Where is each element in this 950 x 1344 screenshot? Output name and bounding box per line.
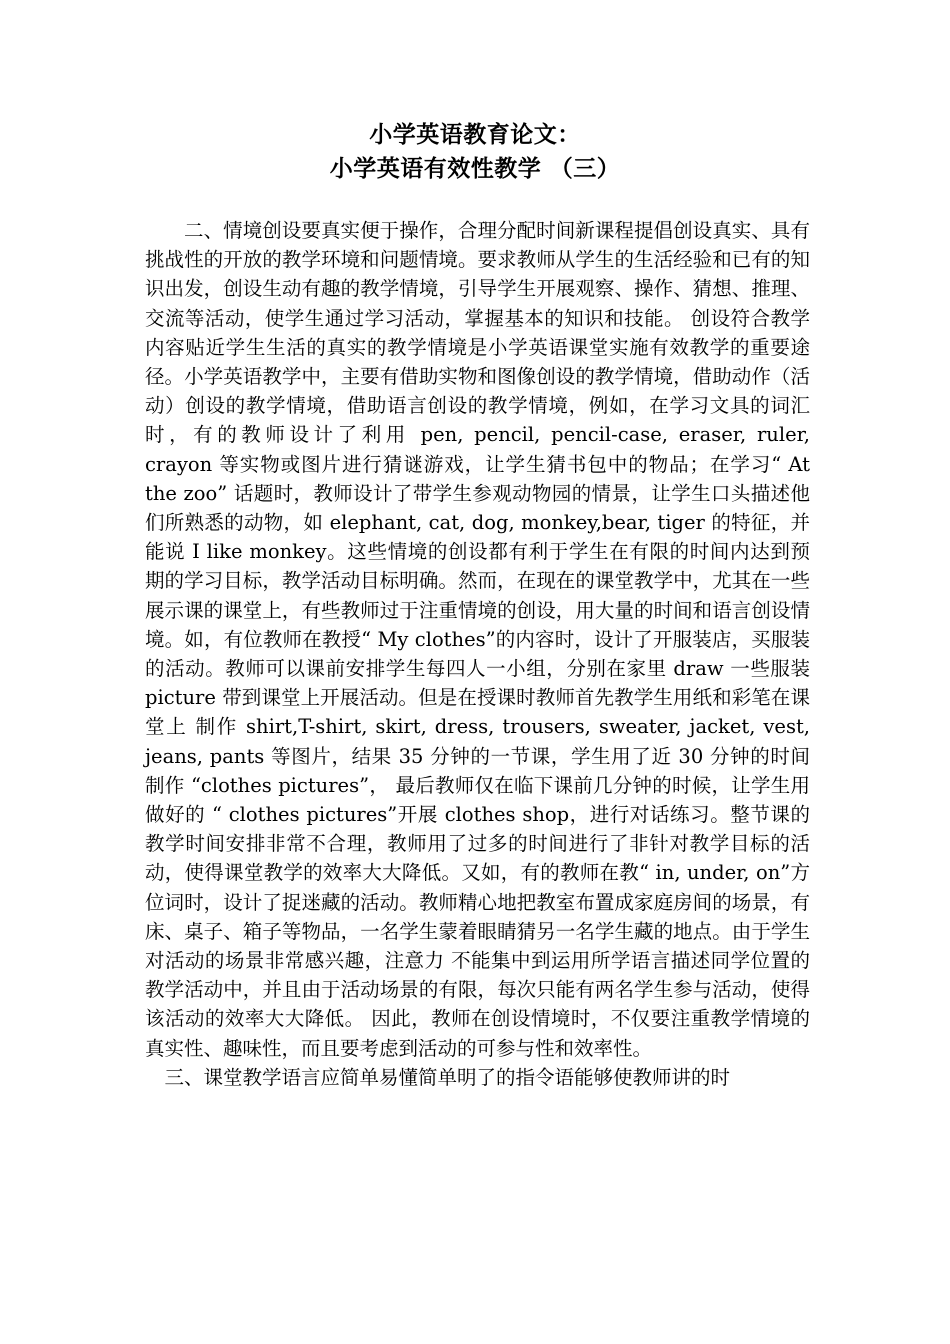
- title-line-1: 小学英语教育论文：: [369, 121, 581, 148]
- title-line-2: 小学英语有效性教学 （三）: [329, 155, 621, 182]
- document-body: [145, 216, 810, 1092]
- paragraph-1: 二、情境创设要真实便于操作，合理分配时间新课程提倡创设真实、具有挑战性的开放的教学环境和问题情境。要求教师从学生的生活经验和已有的知识出发，创设生动有趣的教学情境，引导学生开展观察、操作、猜想、推理、交流等活动，使学生通过学习活动，掌握基本的知识和技能。 创设符合教学内容贴近学生生活的真实的教学情境是小学英语课堂实施有效教学的重要途径。小学英语教学中，主要有借助实物和图像创设的教学情境，借助动作（活动）创设的教学情境，借助语言创设的教学情境，例如，在学习文具的词汇时，有的教师设计了利用 pen, pencil, pencil-case, eraser, ruler, crayon 等实物或图片进行猜谜游戏，让学生猜书包中的物品；在学习“ At the zoo” 话题时，教师设计了带学生参观动物园的情景，让学生口头描述他们所熟悉的动物，如 elephant, cat, dog, monkey,bear, tiger 的特征，并能说 I like monkey。这些情境的创设都有利于学生在有限的时间内达到预期的学习目标，教学活动目标明确。然而，在现在的课堂教学中，尤其在一些展示课的课堂上，有些教师过于注重情境的创设，用大量的时间和语言创设情境。如，有位教师在教授“ My clothes”的内容时，设计了开服装店，买服装的活动。教师可以课前安排学生每四人一小组，分别在家里 draw 一些服装 picture 带到课堂上开展活动。但是在授课时教师首先教学生用纸和彩笔在课堂上 制作 shirt,T-shirt, skirt, dress, trousers, sweater, jacket, vest, jeans, pants 等图片，结果 35 分钟的一节课，学生用了近 30 分钟的时间制作 “clothes pictures”， 最后教师仅在临下课前几分钟的时候，让学生用做好的 “ clothes pictures”开展 clothes shop，进行对话练习。整节课的教学时间安排非常不合理，教师用了过多的时间进行了非针对教学目标的活动，使得课堂教学的效率大大降低。又如，有的教师在教“ in, under, on”方位词时，设计了捉迷藏的活动。教师精心地把教室布置成家庭房间的场景，有床、桌子、箱子等物品，一名学生蒙着眼睛猜另一名学生藏的地点。由于学生对活动的场景非常感兴趣，注意力 不能集中到运用所学语言描述同学位置的教学活动中，并且由于活动场景的有限，每次只能有两名学生参与活动，使得该活动的效率大大降低。 因此，教师在创设情境时，不仅要注重教学情境的真实性、趣味性，而且要考虑到活动的可参与性和效率性。: [145, 219, 810, 1060]
- document-title: [0, 118, 950, 186]
- paragraph-2: 三、课堂教学语言应简单易懂简单明了的指令语能够使教师讲的时: [164, 1065, 731, 1089]
